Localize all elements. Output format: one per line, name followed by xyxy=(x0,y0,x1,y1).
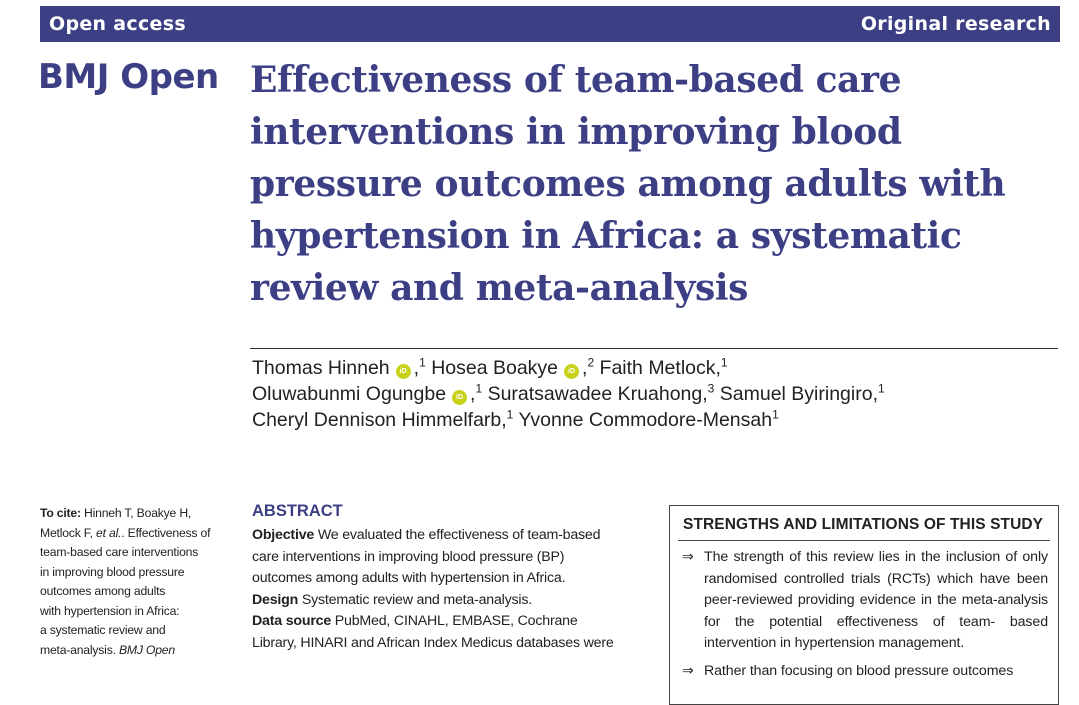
author-name[interactable]: Suratsawadee Kruahong, xyxy=(487,383,708,405)
author-name[interactable]: Hosea Boakye xyxy=(431,357,559,379)
cite-line: team-based care interventions xyxy=(40,545,199,559)
strength-item xyxy=(682,547,1048,655)
author-name[interactable]: Samuel Byiringiro, xyxy=(719,383,878,405)
abstract-text: Systematic review and meta-analysis. xyxy=(301,591,532,608)
strengths-limitations-box xyxy=(669,505,1059,705)
affiliation-marker: 1 xyxy=(475,381,483,396)
data-source-label: Data source xyxy=(252,613,332,629)
objective-label: Objective xyxy=(252,527,315,543)
cite-line: in improving blood pressure xyxy=(40,564,185,579)
author-name[interactable]: Thomas Hinneh xyxy=(252,357,390,379)
abstract-text: outcomes among adults with hypertension in Africa. xyxy=(252,570,566,586)
abstract-text: care interventions in improving blood pressure (BP) xyxy=(252,548,565,565)
affiliation-marker: 3 xyxy=(707,381,715,396)
author-name[interactable]: Cheryl Dennison Himmelfarb, xyxy=(252,409,507,431)
abstract-text: We evaluated the effectiveness of team-based xyxy=(317,527,601,543)
affiliation-marker: 1 xyxy=(772,407,779,422)
abstract-heading: ABSTRACT xyxy=(252,502,343,520)
cite-line: Metlock F, xyxy=(40,525,93,540)
strength-line: Rather than focusing on blood pressure outcomes xyxy=(704,662,1014,679)
cite-label: To cite: xyxy=(40,506,81,520)
affiliation-marker: 1 xyxy=(720,355,728,370)
strengths-heading: STRENGTHS AND LIMITATIONS OF THIS STUDY xyxy=(683,516,1044,533)
strength-line: been peer-reviewed providing evidence in the meta- xyxy=(704,570,1049,608)
affiliation-marker: 2 xyxy=(587,355,595,370)
strength-line: analysis for the potential effectiveness of team- xyxy=(704,592,1048,630)
strength-line: only randomised controlled trials (RCTs) which have xyxy=(704,549,1048,587)
design-label: Design xyxy=(252,591,299,608)
journal-logo[interactable]: BMJ Open xyxy=(38,57,219,97)
orcid-icon[interactable]: iD xyxy=(564,364,579,379)
author-list: Thomas Hinneh iD ,$^1$ Hosea Boakye iD ,$^2$ Faith Metlock,$^1$ Oluwabunmi Ogungbe iD ,$^1$ Suratsawadee Kruahong,$^3$ Samuel Byiringiro,$^1$ Cheryl Dennison Himmelfarb,$^1$ Yvonne Commodore-Mensah$^1$ xyxy=(252,355,885,431)
author-name[interactable]: Faith Metlock, xyxy=(599,357,721,379)
right-double-arrow-icon: ⇒ xyxy=(682,549,694,565)
cite-line: et al. xyxy=(96,525,122,540)
open-access-label[interactable]: Open access xyxy=(49,13,186,35)
cite-line: outcomes among adults xyxy=(40,584,166,598)
article-title: Effectiveness of team-based care interventions in improving blood pressure outcomes among adults with hypertension in Africa: a systematic review and meta-analysis xyxy=(250,59,1006,309)
author-name[interactable]: Oluwabunmi Ogungbe xyxy=(252,383,447,405)
cite-line: with hypertension in Africa: xyxy=(40,603,180,618)
affiliation-marker: 1 xyxy=(506,407,514,422)
author-name[interactable]: Yvonne Commodore-Mensah xyxy=(518,409,773,431)
cite-journal: BMJ Open xyxy=(118,642,175,657)
abstract-section xyxy=(252,502,652,654)
orcid-icon[interactable]: iD xyxy=(396,364,411,379)
affiliation-marker: 1 xyxy=(878,381,885,396)
cite-line: meta-analysis. xyxy=(40,642,116,657)
orcid-icon[interactable]: iD xyxy=(452,390,467,405)
title-divider xyxy=(250,348,1058,349)
citation-box: To cite: Hinneh T, Boakye H, Metlock F, et al.. Effectiveness of team-based care interventions in improving blood pressure outcomes among adults with hypertension in Africa: a systematic review and meta-analysis. BMJ Open xyxy=(40,504,235,660)
cite-line: Hinneh T, Boakye H, xyxy=(84,506,192,520)
top-banner xyxy=(40,6,1060,42)
abstract-text: Library, HINARI and African Index Medicus databases were xyxy=(252,634,614,651)
strengths-divider xyxy=(678,540,1050,541)
cite-line: Effectiveness of xyxy=(127,525,211,540)
strength-line: The strength of this review lies in the inclusion of xyxy=(704,549,1018,565)
cite-line: a systematic review and xyxy=(40,623,166,637)
abstract-text: PubMed, CINAHL, EMBASE, Cochrane xyxy=(334,613,578,629)
article-type-label: Original research xyxy=(860,13,1051,35)
right-double-arrow-icon: ⇒ xyxy=(682,662,694,679)
affiliation-marker: 1 xyxy=(419,355,426,370)
strength-line: based intervention in hypertension management. xyxy=(704,613,1048,651)
